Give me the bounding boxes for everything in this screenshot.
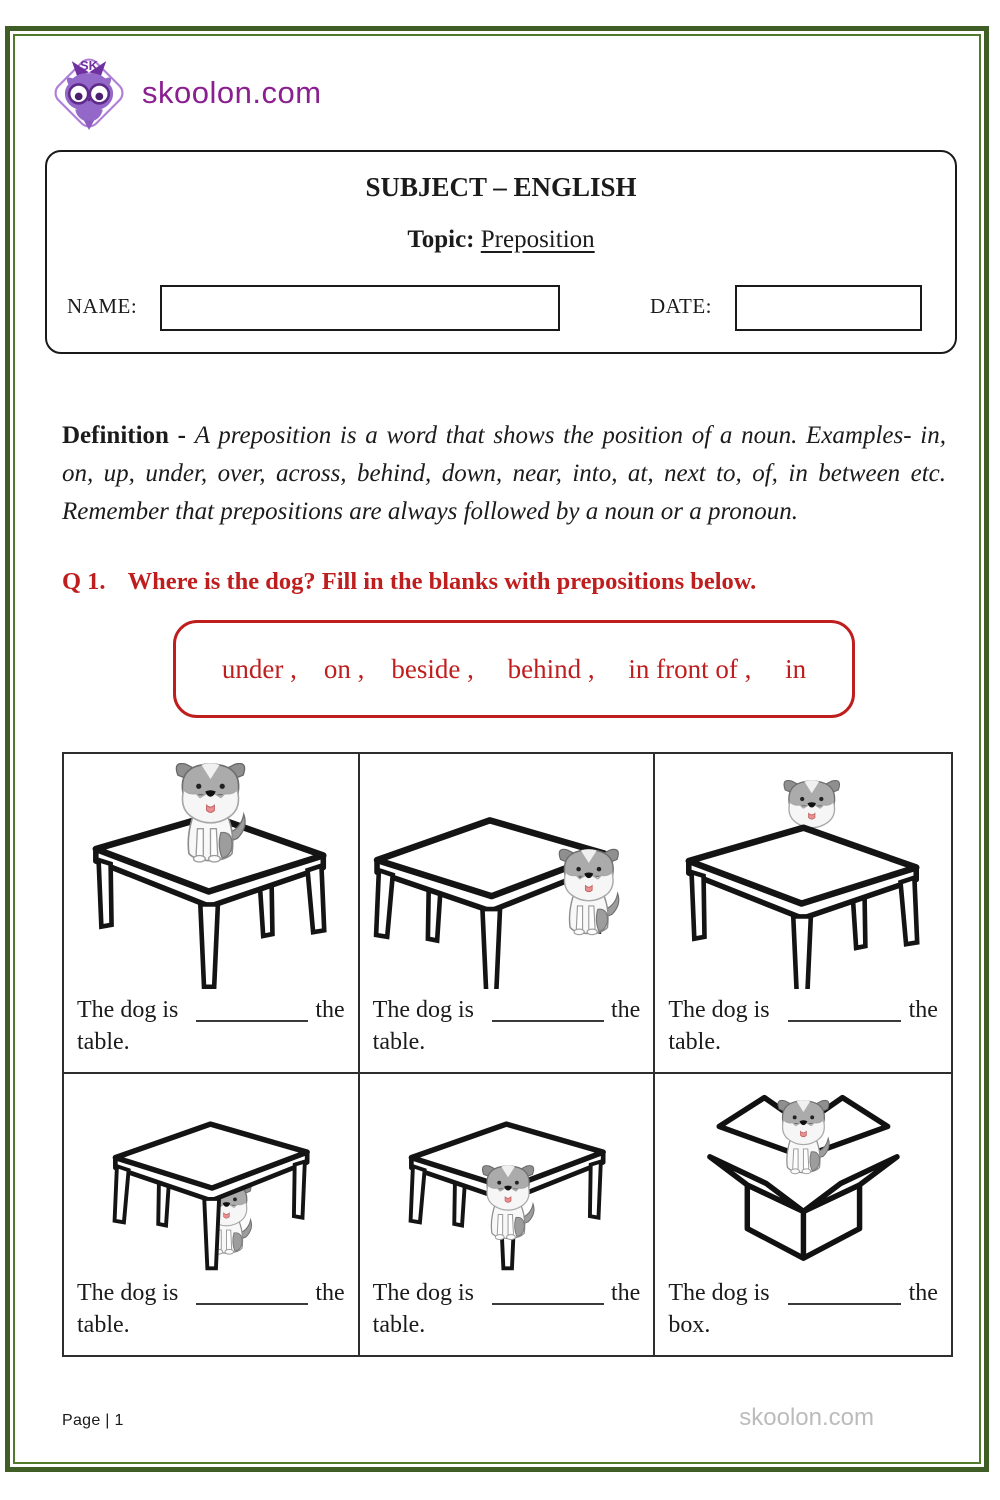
dog-on-table-image: [64, 754, 358, 994]
caption-object: table.: [372, 1312, 426, 1338]
caption-prefix: The dog is: [77, 997, 179, 1023]
dog-in-front-of-table-image: [360, 1074, 654, 1277]
page-footer: [62, 1404, 952, 1432]
fill-in-blank[interactable]: [788, 1295, 901, 1305]
caption-after: the: [315, 1280, 345, 1306]
caption-object: table.: [372, 1029, 426, 1055]
exercise-grid: [62, 752, 953, 1357]
fill-in-blank[interactable]: [492, 1295, 604, 1305]
topic-value: Preposition: [480, 226, 595, 253]
date-label: DATE:: [650, 294, 712, 318]
exercise-cell-5: [360, 1074, 656, 1355]
caption-object: table.: [668, 1029, 721, 1055]
exercise-cell-4: [64, 1074, 360, 1355]
date-input[interactable]: [735, 285, 922, 331]
fill-in-blank[interactable]: [492, 1012, 604, 1022]
name-input[interactable]: [160, 285, 560, 331]
exercise-cell-3: [655, 754, 951, 1074]
subject-title: SUBJECT – ENGLISH: [365, 172, 637, 202]
site-logo: [46, 50, 322, 136]
caption-after: the: [908, 997, 938, 1023]
topic-label: Topic:: [407, 226, 475, 253]
definition-paragraph: [62, 417, 946, 531]
site-logo-text: skoolon.com: [142, 75, 322, 110]
fill-in-blank[interactable]: [196, 1295, 308, 1305]
caption-object: box.: [668, 1312, 711, 1338]
caption-prefix: The dog is: [668, 997, 770, 1023]
cell-caption: [655, 1277, 951, 1355]
exercise-cell-1: [64, 754, 360, 1074]
question-text: Where is the dog? Fill in the blanks with prepositions below.: [127, 568, 757, 595]
dog-behind-table-image: [655, 754, 951, 994]
exercise-cell-2: [360, 754, 656, 1074]
caption-after: the: [611, 997, 641, 1023]
caption-prefix: The dog is: [372, 1280, 474, 1306]
word-bank-words: under , on , beside , behind , in front of , in: [221, 653, 807, 684]
dog-beside-table-image: [360, 754, 654, 994]
word-bank-box: [173, 620, 855, 718]
dog-in-box-image: [655, 1074, 951, 1277]
caption-prefix: The dog is: [372, 997, 474, 1023]
worksheet-header-box: [45, 150, 957, 354]
caption-after: the: [611, 1280, 641, 1306]
topic-line: [47, 226, 955, 254]
question-number: Q 1.: [62, 568, 106, 595]
caption-prefix: The dog is: [77, 1280, 179, 1306]
cell-caption: [360, 994, 654, 1072]
cell-caption: [64, 994, 358, 1072]
footer-watermark: skoolon.com: [739, 1404, 874, 1431]
fill-in-blank[interactable]: [196, 1012, 308, 1022]
cell-caption: [64, 1277, 358, 1355]
svg-text:SK: SK: [80, 57, 98, 73]
owl-logo-icon: [46, 50, 132, 136]
page-number: Page | 1: [62, 1412, 124, 1429]
exercise-cell-6: [655, 1074, 951, 1355]
fill-in-blank[interactable]: [788, 1012, 901, 1022]
cell-caption: [360, 1277, 654, 1355]
name-label: NAME:: [67, 294, 138, 318]
dog-under-table-image: [64, 1074, 358, 1277]
definition-label: Definition -: [62, 422, 195, 449]
definition-body: A preposition is a word that shows the position of a noun. Examples- in, on, up, under, over, across, behind, down, near, into, at, next to, of, in between etc. Remember that prepositions are always followed by a noun or a pronoun.: [62, 422, 946, 525]
caption-after: the: [908, 1280, 938, 1306]
caption-after: the: [315, 997, 345, 1023]
caption-object: table.: [77, 1312, 130, 1338]
question-1-heading: [62, 568, 756, 596]
caption-object: table.: [77, 1029, 130, 1055]
caption-prefix: The dog is: [668, 1280, 770, 1306]
cell-caption: [655, 994, 951, 1072]
